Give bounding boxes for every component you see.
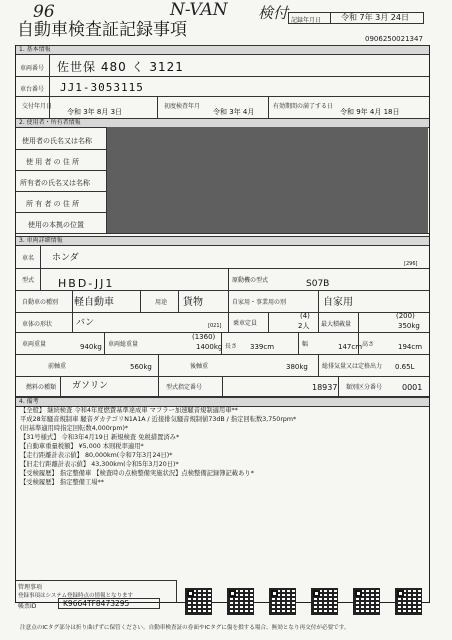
section-basic-header: 1. 基本情報 (16, 45, 429, 55)
management-notice: 登録事項はシステム登録時点の情報となります (18, 593, 133, 599)
use-label: 用途 (155, 299, 168, 306)
qr-code (185, 588, 212, 615)
gross-weight-label: 車両総重量 (108, 341, 139, 348)
remark-line: 平成28年騒音規制車 騒音ダカテゴリN1A1A / 近接排気騒音規制値73dB / 指定回転数3,750rpm* (20, 416, 297, 423)
weight-label: 車両重量 (22, 341, 47, 348)
kind-value: 軽自動車 (74, 297, 114, 308)
issue-date-value: 令和 7年 3月 24日 (341, 13, 409, 22)
qr-code (227, 588, 254, 615)
length-value: 339cm (250, 343, 275, 351)
remark-line: 【走行距離計表示値】 80,000km(令和7年3月24日)* (20, 452, 173, 459)
body-label: 車体の形状 (22, 321, 53, 328)
chassis-value: JJ1-3053115 (60, 81, 144, 94)
type-number-label: 型式指定番号 (166, 384, 203, 391)
length-label: 長さ (225, 343, 238, 350)
capacity-max: (4) (300, 312, 310, 320)
remark-line: 【全般】 継続検査 令和4年度燃費基準達成車 マフラー加速騒音規制適用車** (20, 407, 238, 414)
height-value: 194cm (398, 343, 423, 351)
body-value: バン (76, 318, 95, 328)
height-label: 高さ (362, 341, 375, 348)
remark-line: 【自動車重量税額】 ¥5,000 本則税率適用* (20, 443, 144, 450)
max-load-max: (200) (396, 312, 415, 320)
qr-code (353, 588, 380, 615)
page-title: 自動車検査証記録事項 (17, 20, 187, 40)
qr-code (395, 588, 422, 615)
redacted-owner-info (107, 127, 428, 233)
handwritten-note-96: 96 (33, 2, 55, 22)
bottom-notice: 注意点のICタグ部分は折り曲げずに保管ください。自動車検査証の券面やICタグに傷を損する場合、無効となり再交付が必要です。 (20, 625, 350, 631)
owner-row-owner-address: 所 有 者 の 住 所 (26, 200, 80, 208)
management-label: 管理事項 (18, 584, 43, 591)
handwritten-note-model: N-VAN (170, 0, 228, 20)
vehicle-name-code: [296] (404, 261, 418, 267)
qr-code (269, 588, 296, 615)
class-number-label: 類別区分番号 (346, 384, 383, 391)
fuel-value: ガソリン (72, 381, 109, 391)
remark-line: (旧基準適用時指定回転数4,000rpm)* (20, 425, 129, 432)
capacity-value: 2人 (298, 322, 310, 330)
owner-row-user-name: 使用者の氏名又は名称 (22, 137, 92, 145)
first-reg-label: 初度検査年月 (164, 103, 201, 110)
use-value: 貨物 (183, 297, 203, 308)
section-remarks-header: 4. 備考 (16, 397, 429, 407)
document-number: 0906250021347 (365, 35, 423, 43)
delivery-value: 令和 3年 8月 3日 (67, 108, 123, 116)
handwritten-note-check: 検付 (258, 4, 289, 22)
max-load-value: 350kg (398, 322, 420, 330)
model-label: 型式 (22, 277, 35, 284)
private-label: 自家用・事業用の別 (232, 299, 287, 306)
engine-label: 原動機の型式 (232, 277, 269, 284)
first-reg-value: 令和 3年 4月 (213, 108, 255, 116)
width-value: 147cm (338, 343, 363, 351)
gross-weight-value: 1400kg (196, 343, 223, 351)
private-value: 自家用 (323, 297, 353, 308)
plate-value: 佐世保 480 く 3121 (57, 60, 184, 74)
type-number-value: 18937 (312, 383, 338, 392)
kind-label: 自動車の種別 (22, 299, 59, 306)
issue-date-label: 記録年月日 (291, 17, 322, 24)
width-label: 幅 (302, 341, 309, 348)
fuel-label: 燃料の種類 (26, 384, 57, 391)
vehicle-name-label: 車名 (22, 255, 35, 262)
expiry-value: 令和 9年 4月 18日 (340, 108, 400, 116)
front-axle-value: 560kg (130, 363, 152, 371)
displacement-label: 総排気量又は定格出力 (322, 363, 383, 370)
model-value: HBD-JJ1 (58, 277, 115, 290)
vehicle-name-value: ホンダ (52, 253, 79, 263)
owner-row-owner-name: 所有者の氏名又は名称 (20, 179, 90, 187)
class-number-value: 0001 (402, 383, 423, 392)
remark-line: 【受検履歴】 指定整備工場** (20, 479, 104, 486)
remark-line: 【受検履歴】 指定整備車 【検査時の点検整備実施状況】点検整備記録簿記載あり* (20, 470, 254, 477)
form-id-label: 帳票ID (18, 603, 37, 610)
expiry-label: 有効期間の満了する日 (273, 103, 334, 110)
weight-value: 940kg (80, 343, 102, 351)
capacity-label: 乗車定員 (233, 320, 258, 327)
front-axle-label: 前軸重 (48, 363, 67, 370)
section-owner-header: 2. 使用者・所有者情報 (16, 118, 429, 128)
chassis-label: 車台番号 (20, 86, 45, 93)
displacement-value: 0.65L (395, 363, 415, 371)
rear-axle-label: 後軸重 (190, 363, 209, 370)
engine-value: S07B (306, 279, 330, 289)
owner-row-user-address: 使 用 者 の 住 所 (26, 158, 80, 166)
delivery-label: 交付年月日 (22, 103, 53, 110)
max-load-label: 最大積載量 (321, 321, 352, 328)
gross-weight-max: (1360) (192, 333, 216, 341)
form-id-value: K9664TF8473295 (63, 599, 130, 608)
remark-line: 【31号様式】 令和3年4月19日 新規検査 免税措置済み* (20, 434, 180, 441)
body-code: [021] (208, 323, 222, 329)
remark-line: 【旧走行距離計表示値】 43,300km(令和5年3月20日)* (20, 461, 179, 468)
rear-axle-value: 380kg (286, 363, 308, 371)
qr-code (311, 588, 338, 615)
owner-row-base-location: 使用の本拠の位置 (28, 221, 84, 229)
plate-label: 車両番号 (20, 65, 45, 72)
section-vehicle-header: 3. 車両詳細情報 (16, 236, 429, 246)
